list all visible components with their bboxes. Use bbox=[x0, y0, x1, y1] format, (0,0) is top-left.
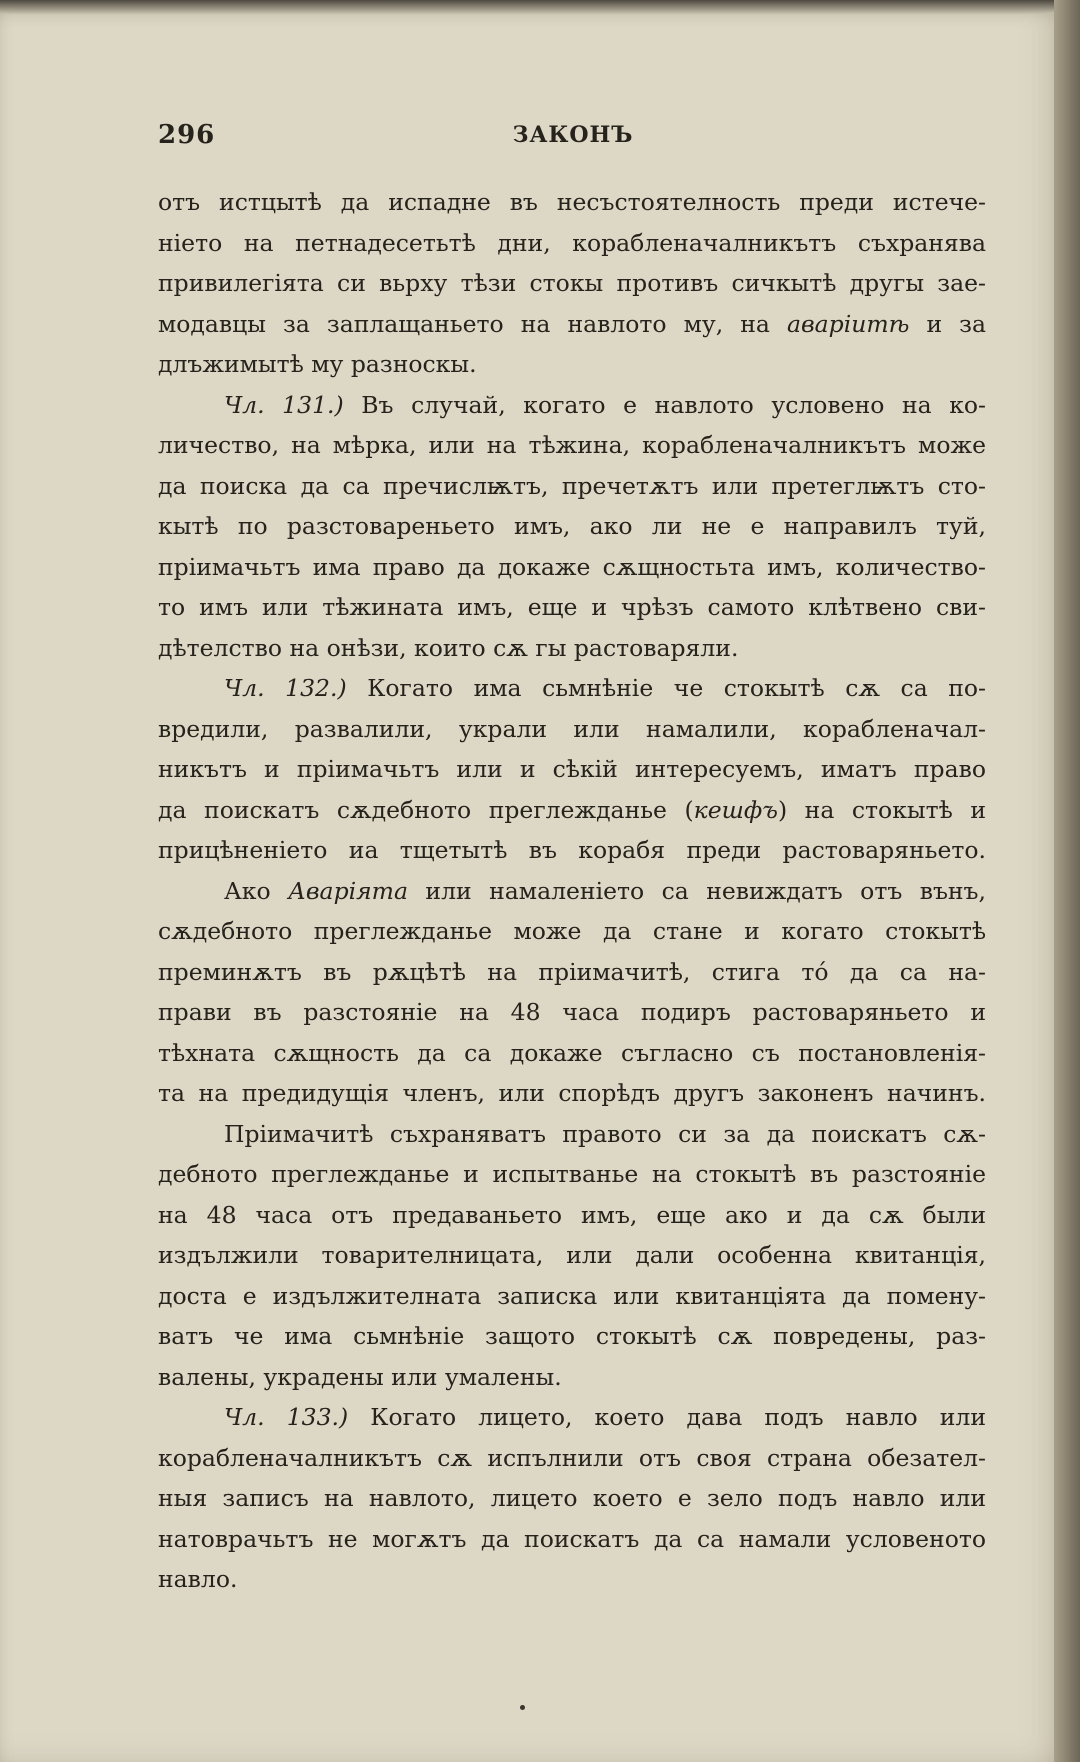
text-line bbox=[158, 709, 986, 750]
line-text: ватъ че има сьмнѣніе защото стокытѣ сѫ повредены, раз- bbox=[158, 1322, 986, 1350]
text-line bbox=[158, 911, 986, 952]
line-text: модавцы за заплащаньето на навлото му, на bbox=[158, 309, 787, 338]
line-text-continued: Въ случай, когато е навлото условено на ко- bbox=[343, 390, 987, 419]
line-text: преминѫтъ въ рѫцѣтѣ на пріимачитѣ, стига то́ да са на- bbox=[158, 957, 986, 986]
italic-text: Аваріята bbox=[288, 876, 408, 905]
line-text: пріимачьтъ има право да докаже сѫщностьта имъ, количество- bbox=[158, 552, 986, 581]
text-line bbox=[158, 425, 986, 466]
text-line bbox=[158, 1519, 986, 1560]
text-line bbox=[158, 1033, 986, 1074]
line-text: длъжимытѣ му разноскы. bbox=[158, 350, 477, 378]
line-text: привилегіята си вьрху тѣзи стокы противъ сичкытѣ другы зае- bbox=[158, 269, 986, 297]
text-line bbox=[158, 506, 986, 547]
page-top-shadow bbox=[0, 0, 1080, 14]
line-text: на 48 часа отъ предаваньето имъ, еще ако и да сѫ были bbox=[158, 1200, 986, 1229]
text-line bbox=[158, 1073, 986, 1114]
text-line bbox=[158, 1357, 986, 1398]
text-line bbox=[158, 790, 986, 831]
text-line bbox=[158, 223, 986, 264]
text-line bbox=[158, 1316, 986, 1357]
line-text: кытѣ по разстовареньето имъ, ако ли не е направилъ туй, bbox=[158, 512, 986, 540]
text-line bbox=[158, 182, 986, 223]
line-text-continued: Когато лицето, което дава подъ навло или bbox=[348, 1403, 987, 1431]
text-line bbox=[158, 668, 986, 709]
line-text: дѣтелство на онѣзи, които сѫ гы растоваряли. bbox=[158, 633, 739, 662]
text-line bbox=[158, 344, 986, 385]
line-text: то имъ или тѣжината имъ, еще и чрѣзъ самото клѣтвено сви- bbox=[158, 593, 986, 621]
text-line bbox=[158, 1114, 986, 1155]
text-line bbox=[158, 1154, 986, 1195]
text-line bbox=[158, 628, 986, 669]
page-edge bbox=[1054, 0, 1080, 1762]
text-line bbox=[158, 1438, 986, 1479]
text-line bbox=[158, 1276, 986, 1317]
text-line bbox=[158, 385, 986, 426]
text-line bbox=[158, 547, 986, 588]
body-text bbox=[158, 182, 986, 1600]
text-line bbox=[158, 1478, 986, 1519]
line-text: издължили товарителницата, или дали особенна квитанція, bbox=[158, 1241, 986, 1269]
text-line bbox=[158, 1397, 986, 1438]
line-text: валены, украдены или умалены. bbox=[158, 1362, 562, 1391]
line-text: вредили, развалили, украли или намалили, корабленачал- bbox=[158, 714, 986, 743]
italic-text: аваріитѣ bbox=[786, 309, 910, 338]
line-text: отъ истцытѣ да испадне въ несъстоятелность преди истече- bbox=[158, 188, 986, 216]
italic-text: Чл. 132.) bbox=[224, 674, 347, 702]
line-text: личество, на мѣрка, или на тѣжина, корабленачалникътъ може bbox=[158, 431, 986, 459]
page-header bbox=[158, 120, 988, 160]
text-line bbox=[158, 871, 986, 912]
line-text: дебното преглежданье и испытванье на стокытѣ въ разстояніе bbox=[158, 1160, 986, 1188]
text-line bbox=[158, 749, 986, 790]
text-line bbox=[158, 587, 986, 628]
line-text: ныя записъ на навлото, лицето което е зело подъ навло или bbox=[158, 1484, 986, 1512]
line-text: навло. bbox=[158, 1565, 238, 1593]
line-text: натоврачьтъ не могѫтъ да поискатъ да са намали условеното bbox=[158, 1524, 986, 1553]
text-line bbox=[158, 830, 986, 871]
italic-text: кешфъ bbox=[693, 795, 778, 824]
line-text-continued: ) на стокытѣ и bbox=[777, 795, 986, 824]
line-text: сѫдебното преглежданье може да стане и когато стокытѣ bbox=[158, 917, 986, 945]
line-text: ніето на петнадесетьтѣ дни, корабленачалникътъ съхранява bbox=[158, 228, 986, 257]
text-line bbox=[158, 1235, 986, 1276]
text-line bbox=[158, 263, 986, 304]
page-number: 296 bbox=[158, 120, 216, 150]
line-text: прицѣненіето иа тщетытѣ въ корабя преди растоваряньето. bbox=[158, 836, 986, 864]
line-text: тѣхната сѫщность да са докаже съгласно съ постановленія- bbox=[158, 1038, 986, 1067]
text-line bbox=[158, 1559, 986, 1600]
text-line bbox=[158, 1195, 986, 1236]
text-line bbox=[158, 466, 986, 507]
line-text: Ако bbox=[224, 876, 289, 905]
running-title: ЗАКОНЪ bbox=[512, 122, 634, 148]
line-text: да поиска да са пречислѭтъ, пречетѫтъ или претеглѭтъ сто- bbox=[158, 471, 986, 500]
line-text: доста е издължителната записка или квитанціята да помену- bbox=[158, 1281, 986, 1310]
line-text: та на предидущія членъ, или спорѣдъ другъ законенъ начинъ. bbox=[158, 1079, 986, 1107]
line-text: да поискатъ сѫдебното преглежданье ( bbox=[158, 795, 694, 824]
text-line bbox=[158, 952, 986, 993]
line-text-continued: или намаленіето са невиждатъ отъ вънъ, bbox=[407, 876, 986, 905]
text-line bbox=[158, 992, 986, 1033]
line-text: Пріимачитѣ съхраняватъ правото си за да поискатъ сѫ- bbox=[224, 1119, 986, 1148]
line-text-continued: и за bbox=[909, 309, 986, 338]
line-text: прави въ разстояніе на 48 часа подиръ растоваряньето и bbox=[158, 998, 986, 1026]
italic-text: Чл. 131.) bbox=[224, 390, 344, 419]
italic-text: Чл. 133.) bbox=[224, 1403, 349, 1431]
line-text: корабленачалникътъ сѫ испълнили отъ своя страна обезател- bbox=[158, 1443, 986, 1472]
line-text-continued: Когато има сьмнѣніе че стокытѣ сѫ са по- bbox=[346, 674, 987, 702]
ink-speck bbox=[520, 1705, 525, 1710]
text-line bbox=[158, 304, 986, 345]
line-text: никътъ и пріимачьтъ или и сѣкій интересуемъ, иматъ право bbox=[158, 755, 986, 783]
